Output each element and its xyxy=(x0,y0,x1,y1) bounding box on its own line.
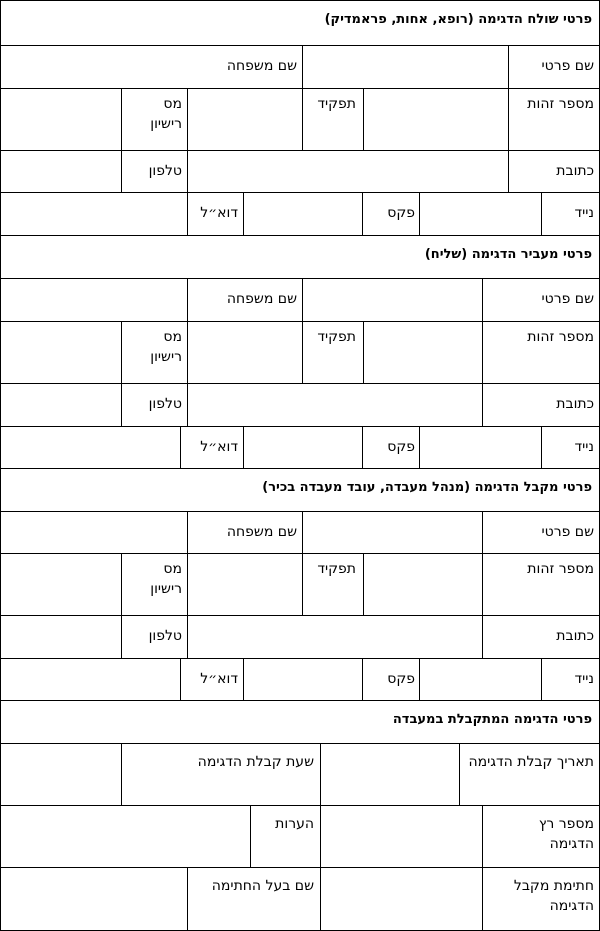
license-number-label: מס רישיון xyxy=(150,561,182,597)
column-divider xyxy=(187,867,188,930)
row-divider xyxy=(0,468,600,469)
phone-area-input[interactable] xyxy=(2,323,119,381)
last-name-input[interactable] xyxy=(2,280,185,319)
column-divider xyxy=(482,278,483,321)
email-input[interactable] xyxy=(2,660,178,698)
column-divider xyxy=(541,192,542,235)
form-border-top xyxy=(0,0,600,1)
column-divider xyxy=(302,278,303,321)
phone-input[interactable] xyxy=(2,385,119,424)
row-divider xyxy=(0,743,600,744)
column-divider xyxy=(187,511,188,553)
row-divider xyxy=(0,658,600,659)
last-name-input[interactable] xyxy=(2,47,300,86)
phone-label: טלפון xyxy=(148,628,182,644)
column-divider xyxy=(363,88,364,150)
column-divider xyxy=(121,615,122,658)
license-number-label: מס רישיון xyxy=(150,329,182,365)
column-divider xyxy=(187,88,188,150)
column-divider xyxy=(541,426,542,468)
id-number-input[interactable] xyxy=(365,90,506,148)
license-number-input[interactable] xyxy=(189,323,300,381)
last-name-label: שם משפחה xyxy=(226,291,297,307)
phone-input[interactable] xyxy=(2,617,119,656)
address-label: כתובת xyxy=(556,628,594,644)
mobile-label: נייד xyxy=(574,205,594,221)
license-number-input[interactable] xyxy=(189,90,300,148)
row-divider xyxy=(0,383,600,384)
license-number-input[interactable] xyxy=(189,555,300,613)
email-input[interactable] xyxy=(2,428,178,466)
column-divider xyxy=(482,615,483,658)
column-divider xyxy=(187,278,188,321)
first-name-label: שם פרטי xyxy=(541,291,594,307)
id-number-label: מספר זהות xyxy=(527,561,594,577)
section-title: פרטי מעביר הדגימה (שליח) xyxy=(424,247,592,262)
receiver-signature-label: חתימת מקבל הדגימה xyxy=(513,878,594,914)
phone-input[interactable] xyxy=(2,152,119,190)
column-divider xyxy=(482,321,483,383)
mobile-input[interactable] xyxy=(421,428,539,466)
receiver-signature-input[interactable] xyxy=(322,869,480,928)
address-input[interactable] xyxy=(189,617,480,656)
remarks-label: הערות xyxy=(275,816,314,832)
first-name-label: שם פרטי xyxy=(541,524,594,540)
fax-label: פקס xyxy=(387,439,415,455)
column-divider xyxy=(320,805,321,867)
address-input[interactable] xyxy=(189,152,506,190)
column-divider xyxy=(362,426,363,468)
section-title: פרטי מקבל הדגימה (מנהל מעבדה, עובד מעבדה בכיר) xyxy=(262,480,592,495)
column-divider xyxy=(121,150,122,192)
column-divider xyxy=(187,383,188,426)
row-divider xyxy=(0,700,600,701)
fax-label: פקס xyxy=(387,671,415,687)
column-divider xyxy=(243,426,244,468)
signer-name-label: שם בעל החתימה xyxy=(211,878,314,894)
serial-number-label: מספר רץ הדגימה xyxy=(538,816,594,852)
row-divider xyxy=(0,321,600,322)
column-divider xyxy=(320,743,321,805)
fax-input[interactable] xyxy=(245,660,360,698)
column-divider xyxy=(541,658,542,700)
column-divider xyxy=(459,743,460,805)
row-divider xyxy=(0,511,600,512)
row-divider xyxy=(0,88,600,89)
email-label: דוא״ל xyxy=(200,671,238,687)
first-name-label: שם פרטי xyxy=(541,58,594,74)
email-label: דוא״ל xyxy=(200,439,238,455)
column-divider xyxy=(302,321,303,383)
column-divider xyxy=(121,743,122,805)
address-label: כתובת xyxy=(556,396,594,412)
column-divider xyxy=(187,192,188,235)
column-divider xyxy=(180,426,181,468)
last-name-input[interactable] xyxy=(2,513,185,551)
last-name-label: שם משפחה xyxy=(226,58,297,74)
receipt-date-input[interactable] xyxy=(322,745,457,803)
column-divider xyxy=(180,658,181,700)
column-divider xyxy=(320,867,321,930)
column-divider xyxy=(302,45,303,88)
fax-label: פקס xyxy=(387,205,415,221)
column-divider xyxy=(362,658,363,700)
column-divider xyxy=(302,511,303,553)
form-border-left xyxy=(0,0,1,931)
address-input[interactable] xyxy=(189,385,480,424)
id-number-input[interactable] xyxy=(365,555,480,613)
row-divider xyxy=(0,867,600,868)
column-divider xyxy=(482,383,483,426)
column-divider xyxy=(121,553,122,615)
column-divider xyxy=(482,867,483,930)
row-divider xyxy=(0,45,600,46)
mobile-label: נייד xyxy=(574,671,594,687)
row-divider xyxy=(0,426,600,427)
id-number-label: מספר זהות xyxy=(527,96,594,112)
column-divider xyxy=(187,615,188,658)
column-divider xyxy=(187,553,188,615)
email-input[interactable] xyxy=(2,194,185,233)
column-divider xyxy=(508,45,509,88)
row-divider xyxy=(0,235,600,236)
phone-label: טלפון xyxy=(148,163,182,179)
row-divider xyxy=(0,278,600,279)
column-divider xyxy=(187,150,188,192)
column-divider xyxy=(302,88,303,150)
address-label: כתובת xyxy=(556,163,594,179)
mobile-label: נייד xyxy=(574,439,594,455)
row-divider xyxy=(0,615,600,616)
signer-name-input[interactable] xyxy=(2,869,185,928)
fax-input[interactable] xyxy=(245,194,360,233)
receipt-date-label: תאריך קבלת הדגימה xyxy=(468,754,594,770)
id-number-input[interactable] xyxy=(365,323,480,381)
column-divider xyxy=(482,553,483,615)
column-divider xyxy=(363,553,364,615)
phone-label: טלפון xyxy=(148,396,182,412)
column-divider xyxy=(121,383,122,426)
column-divider xyxy=(243,192,244,235)
mobile-input[interactable] xyxy=(421,660,539,698)
receipt-time-label: שעת קבלת הדגימה xyxy=(197,754,314,770)
column-divider xyxy=(187,321,188,383)
column-divider xyxy=(419,658,420,700)
column-divider xyxy=(302,553,303,615)
section-title: פרטי שולח הדגימה (רופא, אחות, פראמדיק) xyxy=(324,12,592,27)
id-number-label: מספר זהות xyxy=(527,329,594,345)
row-divider xyxy=(0,192,600,193)
last-name-label: שם משפחה xyxy=(226,524,297,540)
column-divider xyxy=(419,426,420,468)
role-label: תפקיד xyxy=(317,329,356,345)
column-divider xyxy=(482,805,483,867)
column-divider xyxy=(508,88,509,150)
role-label: תפקיד xyxy=(317,561,356,577)
row-divider xyxy=(0,805,600,806)
lab-section-title: פרטי הדגימה המתקבלת במעבדה xyxy=(392,712,592,727)
column-divider xyxy=(121,321,122,383)
row-divider xyxy=(0,150,600,151)
column-divider xyxy=(508,150,509,192)
email-label: דוא״ל xyxy=(200,205,238,221)
column-divider xyxy=(482,511,483,553)
column-divider xyxy=(362,192,363,235)
receipt-time-input[interactable] xyxy=(2,745,119,803)
role-label: תפקיד xyxy=(317,96,356,112)
phone-area-input[interactable] xyxy=(2,555,119,613)
serial-number-input[interactable] xyxy=(322,807,480,865)
phone-area-input[interactable] xyxy=(2,90,119,148)
license-number-label: מס רישיון xyxy=(150,96,182,132)
remarks-input[interactable] xyxy=(2,807,248,865)
column-divider xyxy=(419,192,420,235)
fax-input[interactable] xyxy=(245,428,360,466)
mobile-input[interactable] xyxy=(421,194,539,233)
row-divider xyxy=(0,553,600,554)
column-divider xyxy=(243,658,244,700)
column-divider xyxy=(363,321,364,383)
column-divider xyxy=(121,88,122,150)
column-divider xyxy=(250,805,251,867)
